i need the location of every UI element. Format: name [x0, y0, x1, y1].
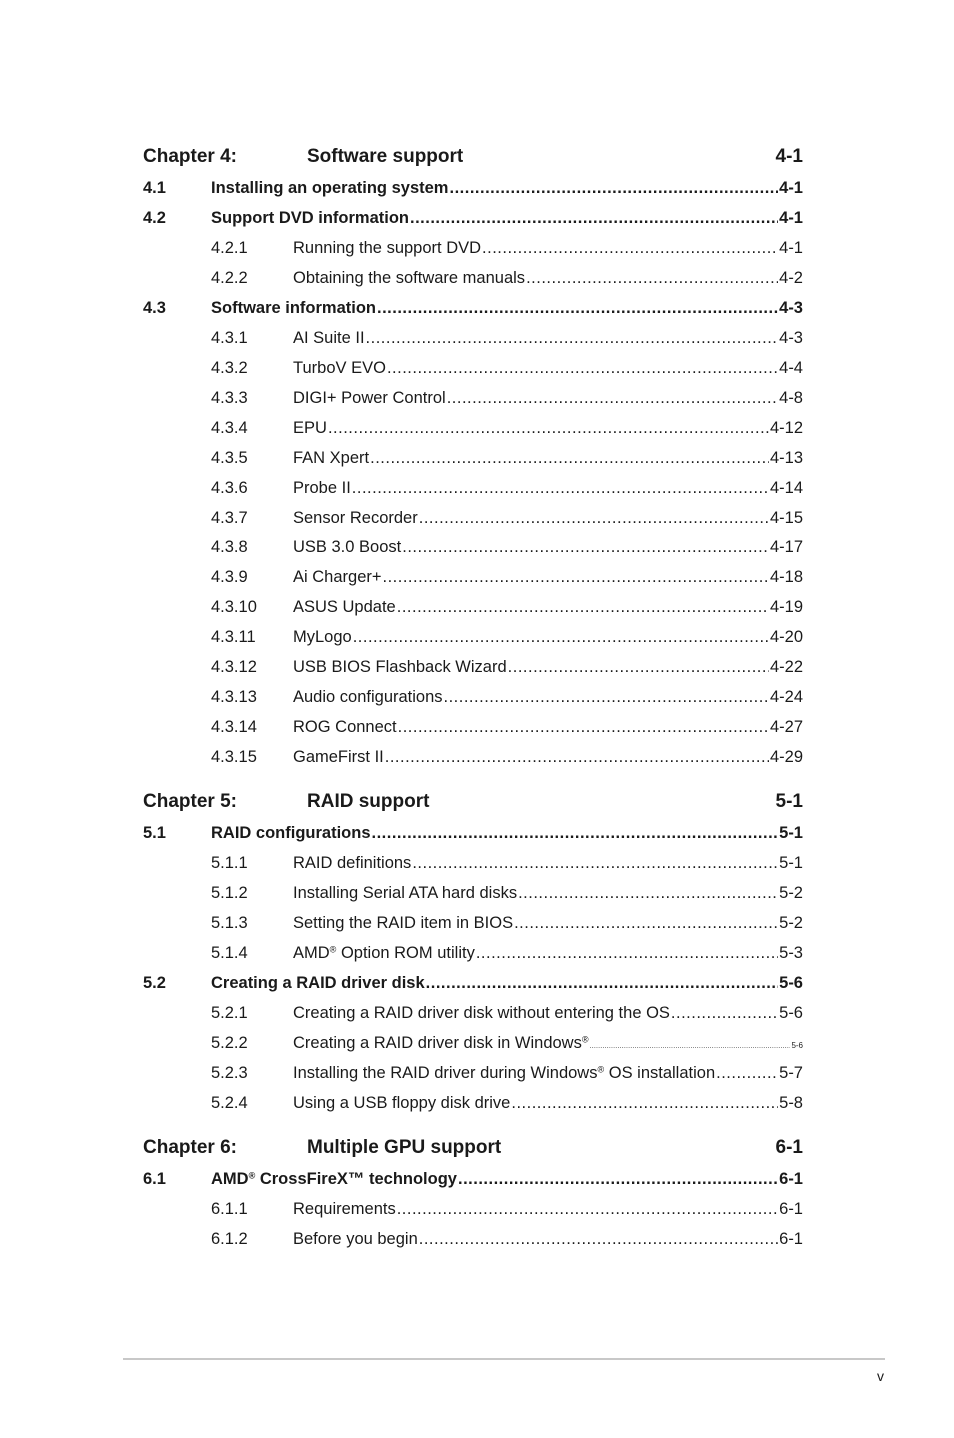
subsection-title: Running the support DVD	[293, 239, 482, 257]
subsection-page: 5-1	[779, 854, 803, 872]
subsection-title: Sensor Recorder	[293, 509, 418, 527]
subsection-page: 4-24	[769, 688, 803, 706]
subsection-page: 4-15	[769, 509, 803, 527]
subsection-number: 5.2.1	[211, 1004, 248, 1022]
subsection-title: AI Suite II	[293, 329, 365, 347]
subsection-title: EPU	[293, 419, 327, 437]
toc-subsection[interactable]	[143, 357, 803, 379]
subsection-title: GameFirst II	[293, 748, 384, 766]
subsection-page: 4-13	[769, 449, 803, 467]
subsection-title	[293, 942, 475, 964]
toc-subsection[interactable]	[143, 912, 803, 934]
subsection-title: USB 3.0 Boost	[293, 538, 402, 556]
subsection-title: ROG Connect	[293, 718, 397, 736]
subsection-title: Before you begin	[293, 1230, 418, 1248]
subsection-title: Installing Serial ATA hard disks	[293, 884, 518, 902]
subsection-title	[293, 1032, 589, 1054]
title-text: CrossFireX™ technology	[255, 1170, 457, 1188]
subsection-number: 4.3.5	[211, 449, 248, 467]
subsection-title: Probe II	[293, 479, 351, 497]
subsection-title: Requirements	[293, 1200, 396, 1218]
subsection-number: 4.2.1	[211, 239, 248, 257]
toc-subsection[interactable]	[143, 566, 803, 588]
chapter-label: Chapter 6:	[143, 1137, 237, 1158]
toc-subsection[interactable]	[143, 596, 803, 618]
section-number: 4.3	[143, 299, 166, 317]
toc-subsection[interactable]	[143, 267, 803, 289]
subsection-page: 4-18	[769, 568, 803, 586]
subsection-number: 4.3.6	[211, 479, 248, 497]
registered-mark: ®	[581, 1034, 589, 1045]
toc-section[interactable]	[143, 177, 803, 199]
toc-subsection[interactable]	[143, 626, 803, 648]
registered-mark: ®	[597, 1064, 605, 1075]
section-number: 6.1	[143, 1170, 166, 1188]
registered-mark: ®	[329, 944, 337, 955]
subsection-page: 4-29	[769, 748, 803, 766]
section-number: 5.2	[143, 974, 166, 992]
subsection-title: Creating a RAID driver disk without entering the OS	[293, 1004, 670, 1022]
section-page: 4-1	[779, 179, 803, 197]
subsection-page: 5-2	[779, 884, 803, 902]
chapter-page: 4-1	[775, 146, 803, 167]
subsection-page: 6-1	[779, 1230, 803, 1248]
subsection-number: 5.2.2	[211, 1034, 248, 1052]
subsection-page: 5-8	[779, 1094, 803, 1112]
toc-subsection[interactable]	[143, 942, 803, 964]
chapter-title: Multiple GPU support	[307, 1137, 502, 1158]
toc-section[interactable]	[143, 297, 803, 319]
toc-subsection[interactable]	[143, 852, 803, 874]
section-title: Creating a RAID driver disk	[211, 974, 425, 992]
toc-subsection[interactable]	[143, 387, 803, 409]
subsection-title: Obtaining the software manuals	[293, 269, 526, 287]
subsection-title: Ai Charger+	[293, 568, 382, 586]
toc-section[interactable]	[143, 972, 803, 994]
subsection-page: 4-27	[769, 718, 803, 736]
chapter-heading[interactable]	[143, 145, 803, 169]
title-text: Creating a RAID driver disk in Windows	[293, 1034, 582, 1052]
subsection-number: 4.3.11	[211, 628, 256, 646]
subsection-page: 5-7	[779, 1064, 803, 1082]
toc-subsection[interactable]	[143, 1002, 803, 1024]
toc-section[interactable]	[143, 822, 803, 844]
subsection-number: 5.2.3	[211, 1064, 248, 1082]
toc-subsection[interactable]	[143, 1092, 803, 1114]
subsection-title: ASUS Update	[293, 598, 396, 616]
subsection-title: Audio configurations	[293, 688, 443, 706]
toc-subsection[interactable]	[143, 1198, 803, 1220]
subsection-title: FAN Xpert	[293, 449, 370, 467]
subsection-number: 4.3.4	[211, 419, 248, 437]
toc-subsection[interactable]	[143, 447, 803, 469]
section-number: 4.1	[143, 179, 166, 197]
subsection-page: 4-20	[769, 628, 803, 646]
subsection-number: 5.1.2	[211, 884, 248, 902]
title-text: OS installation	[604, 1064, 716, 1082]
toc-subsection[interactable]	[143, 686, 803, 708]
subsection-page: 4-12	[769, 419, 803, 437]
title-text: AMD	[293, 944, 330, 962]
registered-mark: ®	[248, 1170, 256, 1181]
section-page: 5-1	[779, 824, 803, 842]
toc-section[interactable]	[143, 1168, 803, 1190]
toc-subsection[interactable]	[143, 656, 803, 678]
toc-subsection[interactable]	[143, 507, 803, 529]
chapter-title: Software support	[307, 146, 464, 167]
subsection-number: 4.3.2	[211, 359, 248, 377]
title-text: Installing the RAID driver during Windows	[293, 1064, 598, 1082]
section-number: 5.1	[143, 824, 166, 842]
toc-subsection[interactable]	[143, 1062, 803, 1084]
chapter-title: RAID support	[307, 791, 430, 812]
subsection-page: 5-6	[779, 1004, 803, 1022]
toc-subsection[interactable]	[143, 746, 803, 768]
toc-subsection[interactable]	[143, 882, 803, 904]
subsection-page: 4-4	[779, 359, 803, 377]
chapter-label: Chapter 4:	[143, 146, 237, 167]
chapter-page: 5-1	[775, 791, 803, 812]
toc-subsection[interactable]	[143, 327, 803, 349]
section-number: 4.2	[143, 209, 166, 227]
subsection-page: 4-14	[769, 479, 803, 497]
chapter-heading[interactable]	[143, 1136, 803, 1160]
title-text: Option ROM utility	[336, 944, 475, 962]
section-page: 6-1	[779, 1170, 803, 1188]
subsection-number: 4.3.10	[211, 598, 257, 616]
subsection-page: 4-2	[779, 269, 803, 287]
toc-subsection[interactable]	[143, 1228, 803, 1250]
subsection-number: 5.1.3	[211, 914, 248, 932]
section-title	[211, 1168, 457, 1190]
subsection-title: MyLogo	[293, 628, 352, 646]
subsection-title: RAID definitions	[293, 854, 412, 872]
subsection-page: 4-19	[769, 598, 803, 616]
section-title: Software information	[211, 299, 377, 317]
section-title: Installing an operating system	[211, 179, 449, 197]
subsection-number: 4.3.8	[211, 538, 248, 556]
subsection-page: 4-8	[779, 389, 803, 407]
subsection-title: Setting the RAID item in BIOS	[293, 914, 514, 932]
subsection-number: 5.1.1	[211, 854, 248, 872]
subsection-number: 4.3.1	[211, 329, 248, 347]
toc-subsection[interactable]	[143, 417, 803, 439]
page-number: v	[877, 1368, 884, 1384]
subsection-number: 4.3.7	[211, 509, 248, 527]
subsection-page: 5-6	[791, 1041, 803, 1050]
subsection-number: 4.3.15	[211, 748, 257, 766]
subsection-number: 4.3.14	[211, 718, 257, 736]
toc-section[interactable]	[143, 207, 803, 229]
subsection-page: 4-22	[769, 658, 803, 676]
chapter-page: 6-1	[775, 1137, 803, 1158]
subsection-number: 5.1.4	[211, 944, 248, 962]
chapter-label: Chapter 5:	[143, 791, 237, 812]
subsection-page: 5-3	[779, 944, 803, 962]
subsection-number: 4.2.2	[211, 269, 248, 287]
subsection-page: 4-1	[779, 239, 803, 257]
subsection-title: TurboV EVO	[293, 359, 386, 377]
toc-subsection[interactable]	[143, 477, 803, 499]
subsection-page: 4-3	[779, 329, 803, 347]
subsection-number: 4.3.9	[211, 568, 248, 586]
subsection-number: 6.1.2	[211, 1230, 248, 1248]
section-title: RAID configurations	[211, 824, 371, 842]
section-page: 5-6	[779, 974, 803, 992]
subsection-title	[293, 1062, 715, 1084]
toc-subsection[interactable]	[143, 1032, 803, 1054]
toc-subsection[interactable]	[143, 716, 803, 738]
subsection-number: 5.2.4	[211, 1094, 248, 1112]
subsection-title: DIGI+ Power Control	[293, 389, 446, 407]
toc-subsection[interactable]	[143, 536, 803, 558]
subsection-number: 4.3.13	[211, 688, 257, 706]
section-page: 4-1	[779, 209, 803, 227]
title-text: AMD	[211, 1170, 249, 1188]
subsection-page: 4-17	[769, 538, 803, 556]
section-title: Support DVD information	[211, 209, 409, 227]
footer-divider	[123, 1358, 885, 1360]
chapter-heading[interactable]	[143, 790, 803, 814]
subsection-title: USB BIOS Flashback Wizard	[293, 658, 507, 676]
toc-subsection[interactable]	[143, 237, 803, 259]
subsection-page: 6-1	[779, 1200, 803, 1218]
subsection-title: Using a USB floppy disk drive	[293, 1094, 511, 1112]
subsection-number: 6.1.1	[211, 1200, 248, 1218]
section-page: 4-3	[779, 299, 803, 317]
subsection-page: 5-2	[779, 914, 803, 932]
subsection-number: 4.3.3	[211, 389, 248, 407]
subsection-number: 4.3.12	[211, 658, 257, 676]
